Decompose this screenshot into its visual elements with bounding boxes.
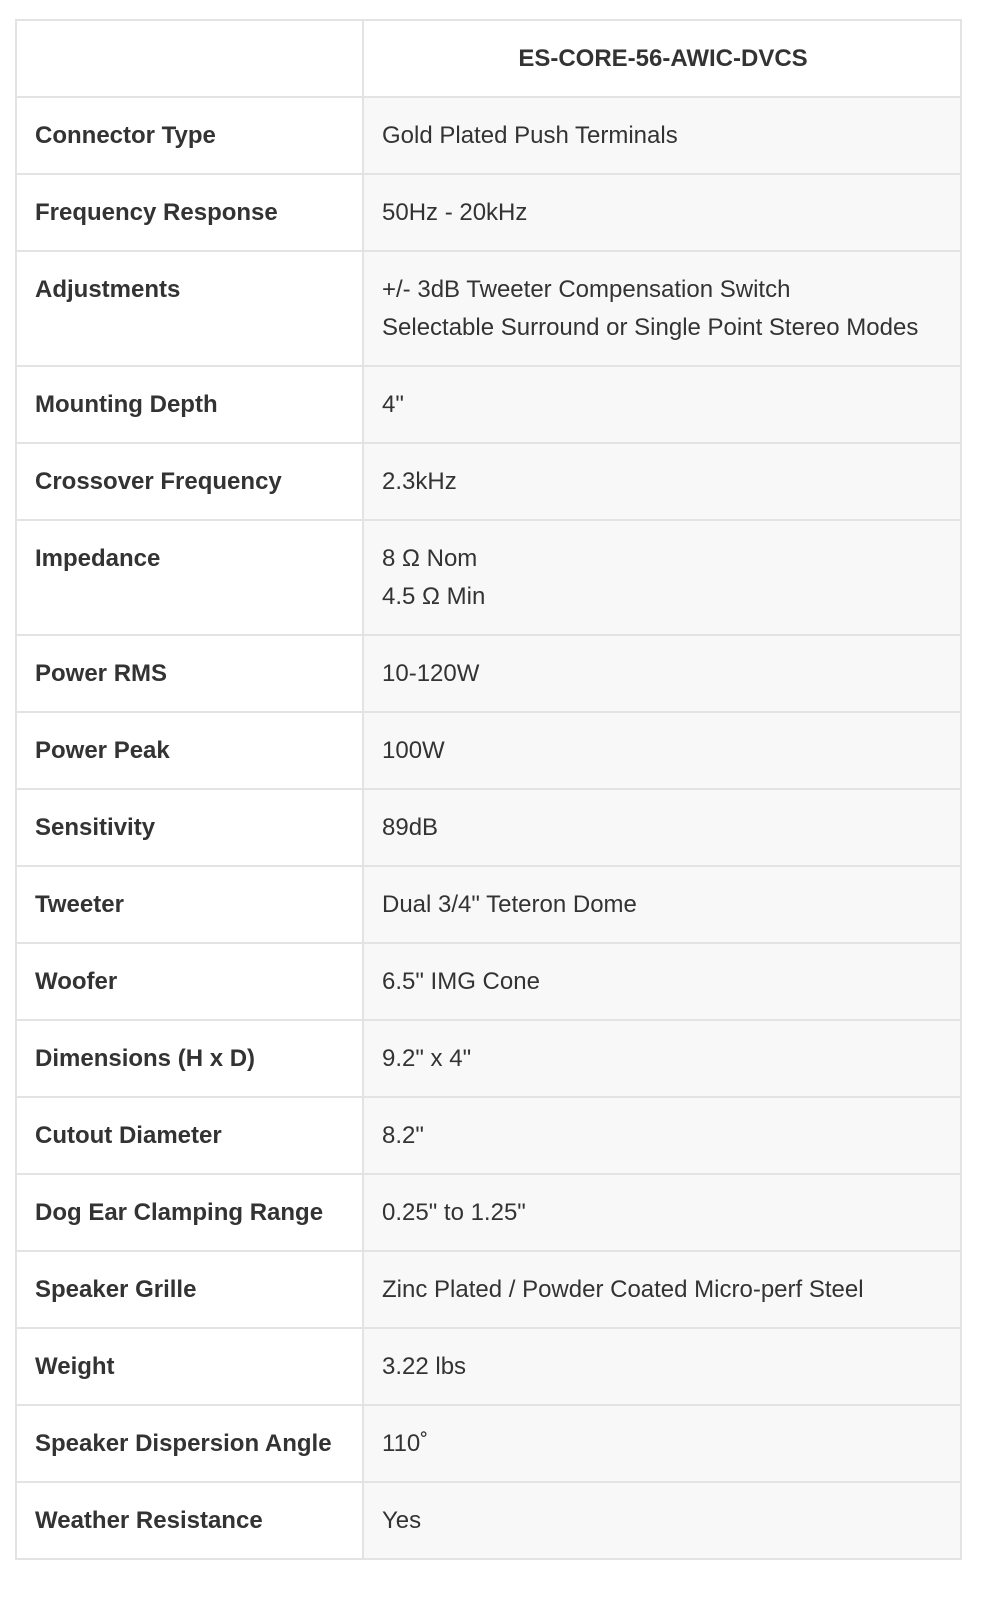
table-row bbox=[16, 1251, 961, 1328]
table-row bbox=[16, 443, 961, 520]
spec-value-line: 2.3kHz bbox=[382, 468, 457, 495]
spec-label: Weather Resistance bbox=[16, 1482, 363, 1559]
spec-table bbox=[15, 19, 962, 1560]
spec-value-line: 9.2" x 4" bbox=[382, 1045, 472, 1072]
spec-value bbox=[363, 1020, 961, 1097]
spec-value-line: Gold Plated Push Terminals bbox=[382, 122, 678, 149]
spec-value bbox=[363, 174, 961, 251]
table-row bbox=[16, 866, 961, 943]
spec-label: Connector Type bbox=[16, 97, 363, 174]
spec-label: Power Peak bbox=[16, 712, 363, 789]
table-row bbox=[16, 366, 961, 443]
spec-value-line: Dual 3/4" Teteron Dome bbox=[382, 891, 637, 918]
spec-value bbox=[363, 443, 961, 520]
spec-value bbox=[363, 1482, 961, 1559]
table-row bbox=[16, 712, 961, 789]
spec-value bbox=[363, 1405, 961, 1482]
model-name-header: ES-CORE-56-AWIC-DVCS bbox=[363, 20, 961, 97]
spec-value bbox=[363, 712, 961, 789]
table-row bbox=[16, 943, 961, 1020]
spec-value-line: Selectable Surround or Single Point Stereo Modes bbox=[382, 314, 919, 341]
spec-value-line: 3.22 lbs bbox=[382, 1353, 467, 1380]
spec-label: Cutout Diameter bbox=[16, 1097, 363, 1174]
table-row bbox=[16, 1174, 961, 1251]
spec-value-line: +/- 3dB Tweeter Compensation Switch bbox=[382, 276, 791, 303]
spec-label: Impedance bbox=[16, 520, 363, 635]
spec-value-line: 50Hz - 20kHz bbox=[382, 199, 528, 226]
table-header-row bbox=[16, 20, 961, 97]
spec-label: Speaker Grille bbox=[16, 1251, 363, 1328]
spec-value-line: 10-120W bbox=[382, 660, 480, 687]
spec-label: Woofer bbox=[16, 943, 363, 1020]
spec-table-body bbox=[16, 97, 961, 1559]
table-row bbox=[16, 1328, 961, 1405]
spec-label: Dimensions (H x D) bbox=[16, 1020, 363, 1097]
spec-value-line: 89dB bbox=[382, 814, 439, 841]
spec-label: Tweeter bbox=[16, 866, 363, 943]
spec-value-line: 0.25" to 1.25" bbox=[382, 1199, 526, 1226]
table-row bbox=[16, 1097, 961, 1174]
table-row bbox=[16, 174, 961, 251]
spec-label: Mounting Depth bbox=[16, 366, 363, 443]
spec-value-line: Yes bbox=[382, 1507, 422, 1534]
spec-value bbox=[363, 251, 961, 366]
spec-value-line: 8 Ω Nom bbox=[382, 545, 478, 572]
spec-value-line: Zinc Plated / Powder Coated Micro-perf Steel bbox=[382, 1276, 864, 1303]
spec-value bbox=[363, 366, 961, 443]
spec-label: Power RMS bbox=[16, 635, 363, 712]
spec-value-line: 6.5" IMG Cone bbox=[382, 968, 540, 995]
spec-value bbox=[363, 97, 961, 174]
table-row bbox=[16, 1405, 961, 1482]
spec-label: Speaker Dispersion Angle bbox=[16, 1405, 363, 1482]
spec-value bbox=[363, 1251, 961, 1328]
table-row bbox=[16, 251, 961, 366]
spec-label: Frequency Response bbox=[16, 174, 363, 251]
spec-value-line: 110˚ bbox=[382, 1430, 429, 1457]
spec-label: Crossover Frequency bbox=[16, 443, 363, 520]
table-row bbox=[16, 789, 961, 866]
spec-value bbox=[363, 789, 961, 866]
spec-value bbox=[363, 943, 961, 1020]
spec-value bbox=[363, 635, 961, 712]
table-row bbox=[16, 635, 961, 712]
spec-value bbox=[363, 1097, 961, 1174]
table-row bbox=[16, 520, 961, 635]
spec-label: Adjustments bbox=[16, 251, 363, 366]
spec-value-line: 4" bbox=[382, 391, 404, 418]
spec-label: Sensitivity bbox=[16, 789, 363, 866]
spec-label: Dog Ear Clamping Range bbox=[16, 1174, 363, 1251]
spec-label: Weight bbox=[16, 1328, 363, 1405]
spec-value bbox=[363, 1328, 961, 1405]
table-row bbox=[16, 1482, 961, 1559]
spec-value-line: 4.5 Ω Min bbox=[382, 583, 486, 610]
spec-value bbox=[363, 866, 961, 943]
header-blank-cell bbox=[16, 20, 363, 97]
table-row bbox=[16, 97, 961, 174]
spec-value bbox=[363, 520, 961, 635]
table-row bbox=[16, 1020, 961, 1097]
spec-value-line: 8.2" bbox=[382, 1122, 424, 1149]
spec-value-line: 100W bbox=[382, 737, 445, 764]
spec-value bbox=[363, 1174, 961, 1251]
